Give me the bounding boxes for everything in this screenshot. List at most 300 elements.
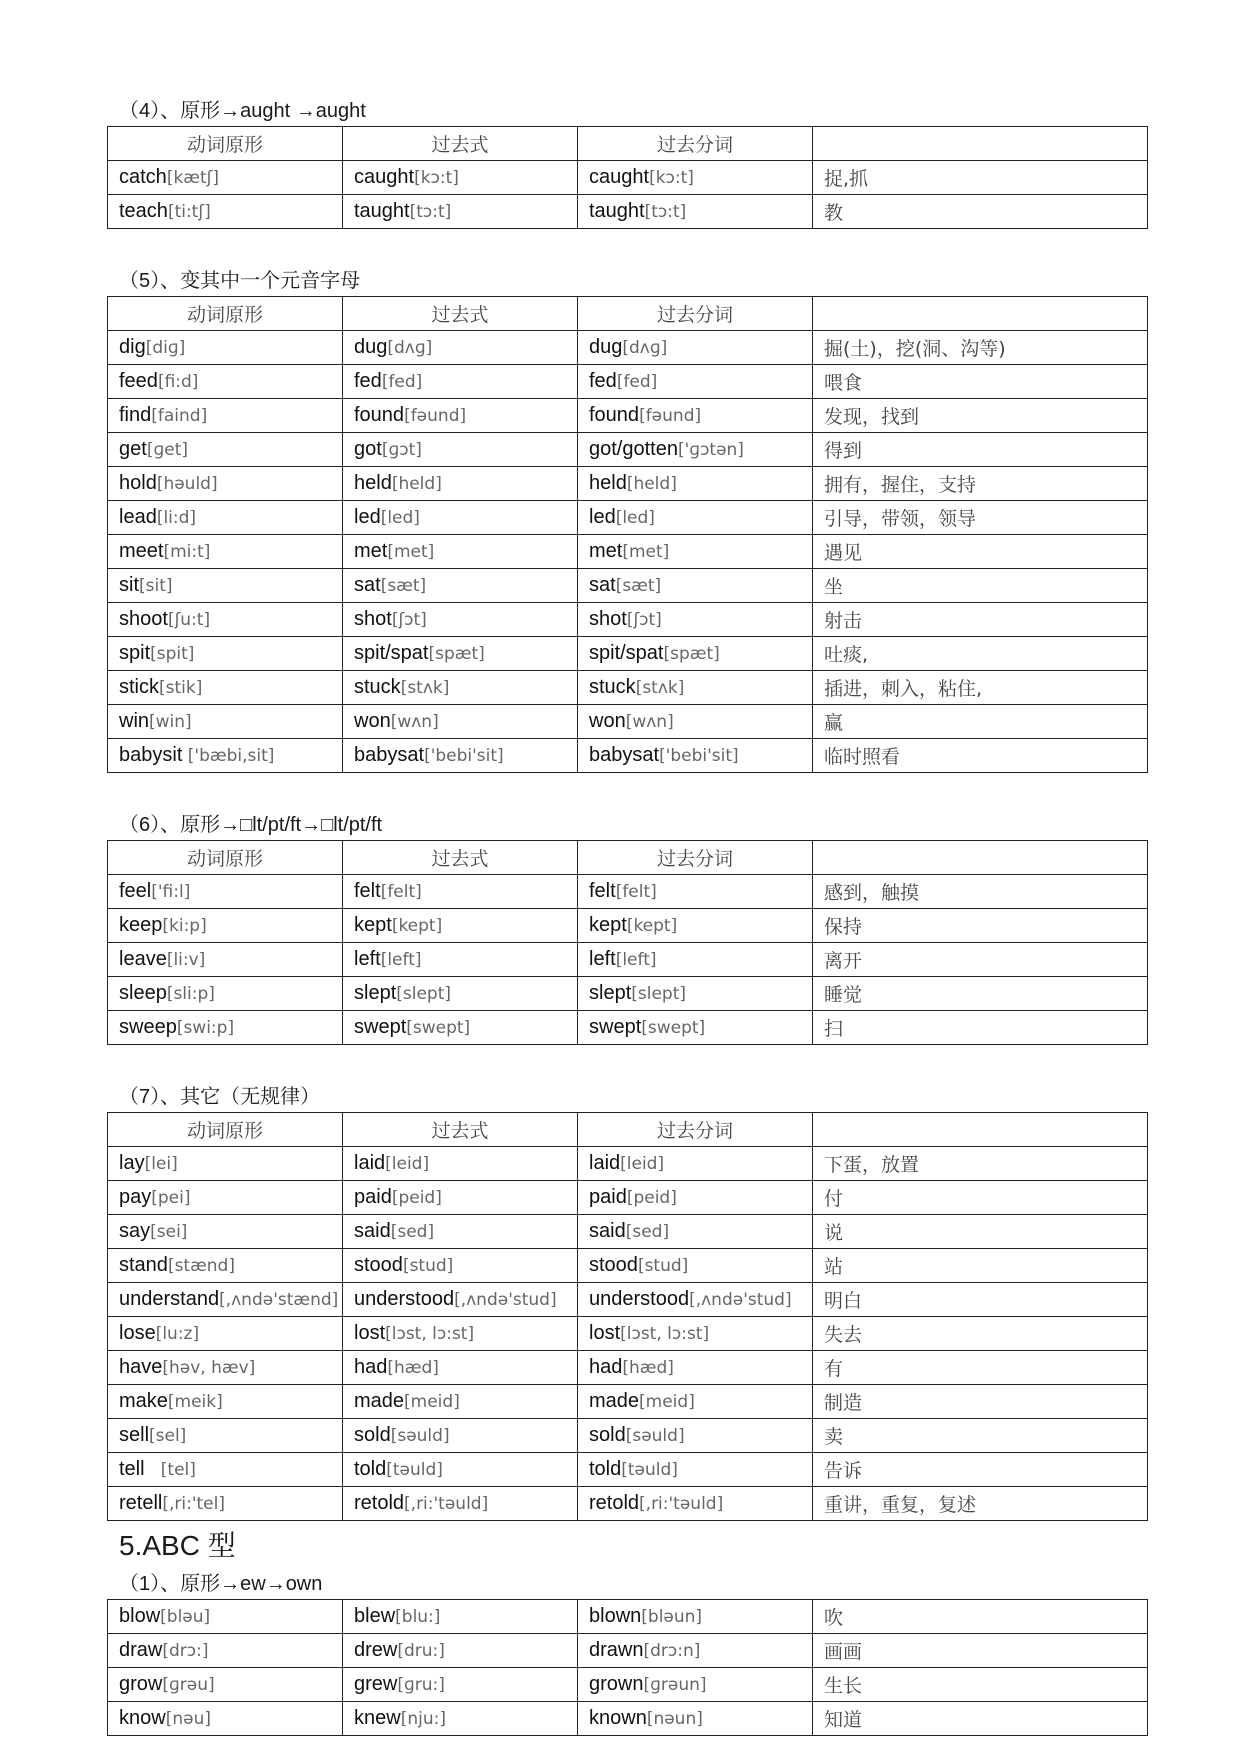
section-title: （4）、原形→aught →aught — [119, 100, 366, 122]
phonetic: [səuld] — [390, 1426, 450, 1446]
phonetic: [,ri:'tel] — [162, 1494, 225, 1514]
past-tense-cell — [343, 365, 578, 399]
phonetic: [diɡ] — [145, 338, 186, 358]
base-form-cell — [108, 1487, 343, 1521]
verb-word: blew — [354, 1605, 396, 1627]
verb-word: known — [589, 1707, 647, 1729]
past-participle-cell — [578, 1215, 813, 1249]
base-form-cell — [108, 637, 343, 671]
phonetic: [fed] — [381, 372, 423, 392]
meaning-cell: 吹 — [813, 1600, 1148, 1634]
phonetic: [ʃɔt] — [626, 610, 662, 630]
past-participle-cell — [578, 875, 813, 909]
table-row — [108, 1600, 1148, 1634]
meaning-cell: 付 — [813, 1181, 1148, 1215]
phonetic: [sli:p] — [166, 984, 215, 1004]
base-form-cell — [108, 1249, 343, 1283]
past-tense-cell — [343, 1215, 578, 1249]
phonetic: [sæt] — [615, 576, 662, 596]
table-row — [108, 365, 1148, 399]
column-header: 动词原形 — [108, 1113, 343, 1147]
verb-word: won — [589, 710, 626, 732]
meaning-cell: 掘(土)，挖(洞、沟等) — [813, 331, 1148, 365]
verb-word: swept — [589, 1016, 642, 1038]
table-row — [108, 1181, 1148, 1215]
past-tense-cell — [343, 1487, 578, 1521]
column-header: 动词原形 — [108, 297, 343, 331]
table-row — [108, 603, 1148, 637]
verb-word: fed — [589, 370, 617, 392]
past-participle-cell — [578, 1453, 813, 1487]
verb-word: say — [119, 1220, 151, 1242]
phonetic: [stʌk] — [635, 678, 685, 698]
past-tense-cell — [343, 569, 578, 603]
table-header-row — [108, 841, 1148, 875]
table-body — [108, 841, 1148, 1045]
past-participle-cell — [578, 1385, 813, 1419]
base-form-cell — [108, 739, 343, 773]
chapter-heading: 5.ABC 型 — [119, 1530, 236, 1561]
phonetic: [,ʌndə'stud] — [689, 1290, 792, 1310]
verb-word: spit — [119, 642, 151, 664]
phonetic: [left] — [380, 950, 422, 970]
verb-word: blown — [589, 1605, 642, 1627]
past-participle-cell — [578, 909, 813, 943]
verb-word: swept — [354, 1016, 407, 1038]
verb-word: stick — [119, 676, 159, 698]
column-header: 过去式 — [343, 297, 578, 331]
base-form-cell — [108, 331, 343, 365]
past-participle-cell — [578, 501, 813, 535]
past-tense-cell — [343, 195, 578, 229]
table-row — [108, 1215, 1148, 1249]
verb-word: meet — [119, 540, 164, 562]
phonetic: [felt] — [380, 882, 422, 902]
phonetic: [səuld] — [625, 1426, 685, 1446]
past-participle-cell — [578, 637, 813, 671]
phonetic: [drɔ:] — [162, 1641, 209, 1661]
past-participle-cell — [578, 569, 813, 603]
table-row — [108, 161, 1148, 195]
column-header — [813, 297, 1148, 331]
phonetic: [li:d] — [156, 508, 197, 528]
meaning-cell: 赢 — [813, 705, 1148, 739]
verb-word: held — [589, 472, 627, 494]
verb-word: won — [354, 710, 391, 732]
past-tense-cell — [343, 1453, 578, 1487]
base-form-cell — [108, 705, 343, 739]
verb-word: led — [354, 506, 381, 528]
column-header: 过去式 — [343, 127, 578, 161]
base-form-cell — [108, 943, 343, 977]
phonetic: ['bebi'sit] — [659, 746, 739, 766]
phonetic: [felt] — [615, 882, 657, 902]
table-row — [108, 331, 1148, 365]
base-form-cell — [108, 501, 343, 535]
past-participle-cell — [578, 161, 813, 195]
base-form-cell — [108, 875, 343, 909]
verb-word: know — [119, 1707, 166, 1729]
meaning-cell: 重讲，重复，复述 — [813, 1487, 1148, 1521]
verb-word: slept — [354, 982, 397, 1004]
past-tense-cell — [343, 1702, 578, 1736]
base-form-cell — [108, 1011, 343, 1045]
verb-word: get — [119, 438, 147, 460]
verb-word: dug — [354, 336, 388, 358]
phonetic: [fi:d] — [157, 372, 199, 392]
phonetic: [lɔst, lɔ:st] — [385, 1324, 475, 1344]
verb-word: found — [354, 404, 405, 426]
phonetic: [faind] — [151, 406, 208, 426]
meaning-cell: 捉,抓 — [813, 161, 1148, 195]
phonetic: [stʌk] — [400, 678, 450, 698]
verb-word: blow — [119, 1605, 161, 1627]
verb-word: feed — [119, 370, 158, 392]
phonetic: [wʌn] — [625, 712, 674, 732]
table-row — [108, 1419, 1148, 1453]
table-row — [108, 1702, 1148, 1736]
phonetic: [sei] — [150, 1222, 188, 1242]
phonetic: [fed] — [616, 372, 658, 392]
verb-word: shoot — [119, 608, 168, 630]
table-row — [108, 909, 1148, 943]
phonetic: [nəun] — [646, 1709, 703, 1729]
verb-word: made — [589, 1390, 640, 1412]
table-row — [108, 1385, 1148, 1419]
verb-word: lay — [119, 1152, 145, 1174]
past-tense-cell — [343, 637, 578, 671]
phonetic: [,ri:'təuld] — [639, 1494, 724, 1514]
table-row — [108, 467, 1148, 501]
phonetic: [dʌɡ] — [387, 338, 433, 358]
past-participle-cell — [578, 1249, 813, 1283]
phonetic: [held] — [626, 474, 677, 494]
table-row — [108, 195, 1148, 229]
past-participle-cell — [578, 1634, 813, 1668]
past-participle-cell — [578, 603, 813, 637]
phonetic: [swept] — [641, 1018, 706, 1038]
column-header: 过去式 — [343, 841, 578, 875]
phonetic: ['fi:l] — [151, 882, 191, 902]
verb-word: grew — [354, 1673, 398, 1695]
base-form-cell — [108, 1351, 343, 1385]
past-tense-cell — [343, 1668, 578, 1702]
phonetic: [ɡɔt] — [381, 440, 422, 460]
verb-word: taught — [589, 200, 645, 222]
verb-word: sweep — [119, 1016, 177, 1038]
meaning-cell: 有 — [813, 1351, 1148, 1385]
phonetic: [left] — [615, 950, 657, 970]
table-row — [108, 1453, 1148, 1487]
verb-word: stood — [354, 1254, 403, 1276]
verb-word: met — [589, 540, 623, 562]
table-row — [108, 739, 1148, 773]
base-form-cell — [108, 603, 343, 637]
past-tense-cell — [343, 1147, 578, 1181]
verb-word: catch — [119, 166, 167, 188]
base-form-cell — [108, 1215, 343, 1249]
verb-word: stand — [119, 1254, 168, 1276]
verb-word: keep — [119, 914, 163, 936]
past-tense-cell — [343, 1600, 578, 1634]
verb-word: sit — [119, 574, 139, 596]
meaning-cell: 知道 — [813, 1702, 1148, 1736]
base-form-cell — [108, 1702, 343, 1736]
table-row — [108, 1487, 1148, 1521]
base-form-cell — [108, 1181, 343, 1215]
verb-word: kept — [354, 914, 392, 936]
past-tense-cell — [343, 1317, 578, 1351]
verb-word: had — [589, 1356, 623, 1378]
phonetic: [tɔ:t] — [644, 202, 687, 222]
verb-word: paid — [589, 1186, 627, 1208]
phonetic: [swept] — [406, 1018, 471, 1038]
phonetic: [stik] — [159, 678, 203, 698]
table-row — [108, 1668, 1148, 1702]
base-form-cell — [108, 365, 343, 399]
verb-word: sell — [119, 1424, 150, 1446]
past-tense-cell — [343, 943, 578, 977]
phonetic: [ti:tʃ] — [167, 202, 211, 222]
past-participle-cell — [578, 671, 813, 705]
phonetic: [met] — [622, 542, 670, 562]
table-row — [108, 1317, 1148, 1351]
verb-word: stood — [589, 1254, 638, 1276]
verb-word: held — [354, 472, 392, 494]
verb-word: babysat — [589, 744, 660, 766]
verb-word: caught — [354, 166, 415, 188]
base-form-cell — [108, 1317, 343, 1351]
phonetic: [swi:p] — [176, 1018, 235, 1038]
meaning-cell: 保持 — [813, 909, 1148, 943]
past-tense-cell — [343, 739, 578, 773]
phonetic: [ɡru:] — [397, 1675, 445, 1695]
verb-word: sold — [589, 1424, 626, 1446]
phonetic: [sed] — [390, 1222, 435, 1242]
past-tense-cell — [343, 603, 578, 637]
base-form-cell — [108, 1668, 343, 1702]
past-participle-cell — [578, 399, 813, 433]
phonetic: [ɡrəun] — [643, 1675, 707, 1695]
meaning-cell: 射击 — [813, 603, 1148, 637]
phonetic: [pei] — [151, 1188, 191, 1208]
base-form-cell — [108, 1385, 343, 1419]
phonetic: [təuld] — [621, 1460, 678, 1480]
base-form-cell — [108, 1634, 343, 1668]
meaning-cell: 画画 — [813, 1634, 1148, 1668]
phonetic: [sel] — [149, 1426, 187, 1446]
phonetic: [spit] — [150, 644, 195, 664]
table-header-row — [108, 297, 1148, 331]
past-participle-cell — [578, 365, 813, 399]
phonetic: [blu:] — [395, 1607, 441, 1627]
table-header-row — [108, 1113, 1148, 1147]
phonetic: [kætʃ] — [166, 168, 219, 188]
base-form-cell — [108, 1419, 343, 1453]
verb-word: spit/spat — [589, 642, 664, 664]
phonetic: [ʃɔt] — [391, 610, 427, 630]
column-header: 过去分词 — [578, 1113, 813, 1147]
meaning-cell: 卖 — [813, 1419, 1148, 1453]
verb-word: made — [354, 1390, 405, 1412]
phonetic: [ʃu:t] — [167, 610, 211, 630]
verb-word: leave — [119, 948, 167, 970]
past-participle-cell — [578, 1487, 813, 1521]
phonetic: [bləun] — [641, 1607, 703, 1627]
meaning-cell: 拥有，握住，支持 — [813, 467, 1148, 501]
verb-word: find — [119, 404, 152, 426]
verb-word: sold — [354, 1424, 391, 1446]
phonetic: [fəund] — [404, 406, 467, 426]
past-participle-cell — [578, 943, 813, 977]
verb-word: lost — [354, 1322, 386, 1344]
verb-word: feel — [119, 880, 152, 902]
table-row — [108, 1634, 1148, 1668]
verb-word: said — [589, 1220, 626, 1242]
meaning-cell: 引导，带领，领导 — [813, 501, 1148, 535]
base-form-cell — [108, 399, 343, 433]
past-tense-cell — [343, 1283, 578, 1317]
phonetic: [nəu] — [165, 1709, 211, 1729]
table-row — [108, 977, 1148, 1011]
phonetic: [hæd] — [622, 1358, 674, 1378]
meaning-cell: 遇见 — [813, 535, 1148, 569]
verb-word: stuck — [354, 676, 401, 698]
verb-word: shot — [589, 608, 627, 630]
phonetic: [peid] — [391, 1188, 442, 1208]
meaning-cell: 告诉 — [813, 1453, 1148, 1487]
past-tense-cell — [343, 161, 578, 195]
phonetic: [hæd] — [387, 1358, 439, 1378]
verb-word: pay — [119, 1186, 152, 1208]
verb-word: knew — [354, 1707, 401, 1729]
phonetic: [meik] — [167, 1392, 223, 1412]
verb-word: told — [589, 1458, 622, 1480]
column-header: 过去式 — [343, 1113, 578, 1147]
table-row — [108, 1249, 1148, 1283]
base-form-cell — [108, 671, 343, 705]
base-form-cell — [108, 467, 343, 501]
phonetic: [,ʌndə'stænd] — [219, 1290, 339, 1310]
column-header: 过去分词 — [578, 127, 813, 161]
table-row — [108, 501, 1148, 535]
meaning-cell: 感到，触摸 — [813, 875, 1148, 909]
section-title: （5）、变其中一个元音字母 — [119, 270, 361, 292]
table-row — [108, 1011, 1148, 1045]
phonetic: [kept] — [626, 916, 678, 936]
phonetic: ['bæbi,sit] — [182, 746, 275, 766]
meaning-cell: 临时照看 — [813, 739, 1148, 773]
phonetic: [kept] — [391, 916, 443, 936]
phonetic: [lɔst, lɔ:st] — [620, 1324, 710, 1344]
past-participle-cell — [578, 705, 813, 739]
verb-word: hold — [119, 472, 157, 494]
past-participle-cell — [578, 1419, 813, 1453]
table-body — [108, 127, 1148, 229]
meaning-cell: 坐 — [813, 569, 1148, 603]
column-header — [813, 841, 1148, 875]
table-row — [108, 1283, 1148, 1317]
verb-word: kept — [589, 914, 627, 936]
meaning-cell: 吐痰, — [813, 637, 1148, 671]
verb-word: draw — [119, 1639, 163, 1661]
document-page — [107, 96, 1147, 1736]
table-row — [108, 875, 1148, 909]
verb-word: understood — [589, 1288, 690, 1310]
base-form-cell — [108, 195, 343, 229]
meaning-cell: 教 — [813, 195, 1148, 229]
meaning-cell: 离开 — [813, 943, 1148, 977]
verb-word: found — [589, 404, 640, 426]
verb-word: grow — [119, 1673, 163, 1695]
column-header: 动词原形 — [108, 841, 343, 875]
verb-word: understood — [354, 1288, 455, 1310]
past-participle-cell — [578, 195, 813, 229]
meaning-cell: 生长 — [813, 1668, 1148, 1702]
phonetic: [stænd] — [167, 1256, 235, 1276]
verb-word: got — [354, 438, 382, 460]
meaning-cell: 喂食 — [813, 365, 1148, 399]
past-tense-cell — [343, 1181, 578, 1215]
phonetic: [peid] — [626, 1188, 677, 1208]
column-header: 动词原形 — [108, 127, 343, 161]
phonetic: [held] — [391, 474, 442, 494]
verb-word: retold — [354, 1492, 405, 1514]
past-tense-cell — [343, 1385, 578, 1419]
past-participle-cell — [578, 1147, 813, 1181]
phonetic: [slept] — [631, 984, 687, 1004]
phonetic: [lu:z] — [155, 1324, 200, 1344]
column-header: 过去分词 — [578, 297, 813, 331]
phonetic: [ɡet] — [146, 440, 188, 460]
past-tense-cell — [343, 331, 578, 365]
phonetic: [ki:p] — [162, 916, 207, 936]
phonetic: [meid] — [404, 1392, 460, 1412]
past-participle-cell — [578, 467, 813, 501]
table-row — [108, 569, 1148, 603]
meaning-cell: 睡觉 — [813, 977, 1148, 1011]
verb-word: laid — [354, 1152, 386, 1174]
phonetic: [sit] — [139, 576, 173, 596]
phonetic: [win] — [149, 712, 192, 732]
phonetic: [li:v] — [166, 950, 206, 970]
past-tense-cell — [343, 1351, 578, 1385]
table-body — [108, 297, 1148, 773]
meaning-cell: 失去 — [813, 1317, 1148, 1351]
table-row — [108, 433, 1148, 467]
past-participle-cell — [578, 1317, 813, 1351]
verb-word: lead — [119, 506, 157, 528]
phonetic: [stud] — [402, 1256, 454, 1276]
verb-word: left — [354, 948, 381, 970]
phonetic: [lei] — [144, 1154, 178, 1174]
phonetic: [nju:] — [400, 1709, 446, 1729]
column-header: 过去分词 — [578, 841, 813, 875]
past-tense-cell — [343, 399, 578, 433]
past-participle-cell — [578, 1181, 813, 1215]
verb-word: led — [589, 506, 616, 528]
phonetic: ['ɡɔtən] — [677, 440, 744, 460]
verb-table — [107, 1112, 1148, 1521]
verb-word: make — [119, 1390, 168, 1412]
phonetic: [bləu] — [160, 1607, 211, 1627]
past-tense-cell — [343, 705, 578, 739]
table-row — [108, 535, 1148, 569]
phonetic: [spæt] — [663, 644, 720, 664]
phonetic: [leid] — [385, 1154, 430, 1174]
phonetic: [,ʌndə'stud] — [454, 1290, 557, 1310]
base-form-cell — [108, 535, 343, 569]
